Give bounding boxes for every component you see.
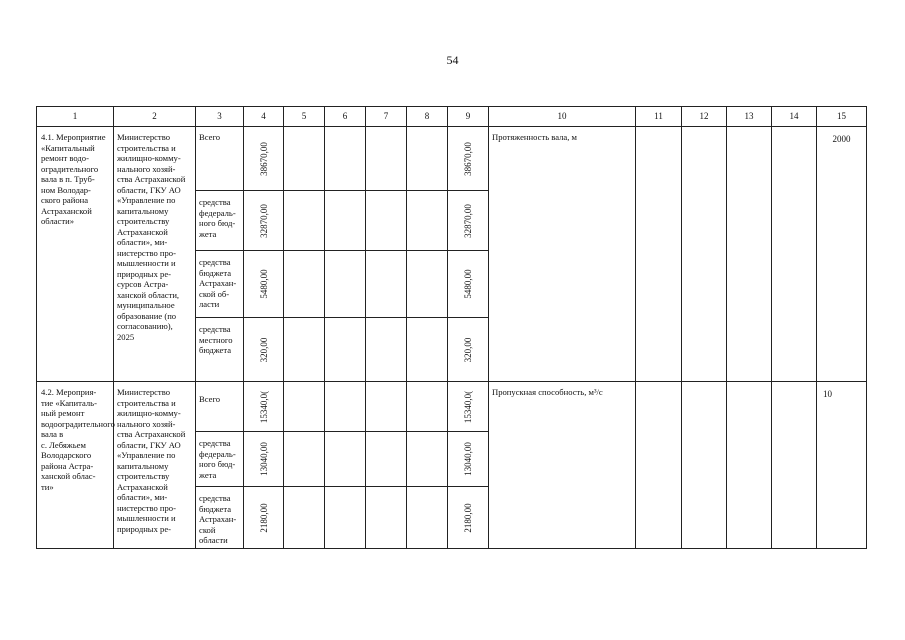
amount-cell: 13040,00 <box>448 432 489 487</box>
col-header: 11 <box>636 107 682 127</box>
executor-cell <box>114 127 196 382</box>
indicator-text: Протяженность вала, м <box>492 132 577 142</box>
indicator-text: Пропускная способность, м³/с <box>492 387 603 397</box>
source-cell: Всего <box>196 127 244 191</box>
col-header: 12 <box>682 107 727 127</box>
measure-text: 4.1. Мероприятие «Капитальный ремонт водо- оградительного вала в п. Труб- ном Володар- ского района Астраханской области» <box>41 132 106 226</box>
amount-cell: 32870,00 <box>244 191 284 251</box>
col-header: 7 <box>366 107 407 127</box>
col-header: 1 <box>37 107 114 127</box>
header-row <box>37 107 867 127</box>
col-header: 5 <box>284 107 325 127</box>
col-header: 3 <box>196 107 244 127</box>
table-row <box>37 382 867 432</box>
amount-cell: 5480,00 <box>244 251 284 318</box>
measure-text: 4.2. Мероприя- тие «Капиталь- ный ремонт водооградительного вала в с. Лебяжьем Володарского района Астра- ханской облас- ти» <box>41 387 115 492</box>
source-cell: средства бюджета Астрахан- ской области <box>196 487 244 549</box>
measure-cell <box>37 127 114 382</box>
target-value: 2000 <box>832 134 851 144</box>
table-row <box>37 127 867 191</box>
executor-text: Министерство строительства и жилищно-комму- нального хозяй- ства Астраханской области, ГКУ АО «Управление по капитальному строительству Астраханской области», ми- нистерство про- мышленности и природных ре- <box>117 387 186 534</box>
amount-cell: 38670,00 <box>448 127 489 191</box>
executor-text: Министерство строительства и жилищно-комму- нального хозяй- ства Астраханской области, ГКУ АО «Управление по капитальному строительству Астраханской области», ми- нистерство про- мышленности и природных ре- сурсов Астра- ханской области, муниципальное образование (по согласованию), 2025 <box>117 132 186 342</box>
indicator-cell <box>489 127 636 382</box>
amount-cell: 15340,0( <box>448 382 489 432</box>
indicator-cell <box>489 382 636 549</box>
program-table <box>36 106 867 549</box>
col-header: 13 <box>727 107 772 127</box>
col-header: 6 <box>325 107 366 127</box>
source-cell: средства федераль- ного бюд- жета <box>196 432 244 487</box>
source-cell: Всего <box>196 382 244 432</box>
amount-cell: 15340,0( <box>244 382 284 432</box>
amount-cell: 32870,00 <box>448 191 489 251</box>
amount-cell: 2180,00 <box>448 487 489 549</box>
col-header: 8 <box>407 107 448 127</box>
col-header: 15 <box>817 107 867 127</box>
source-cell: средства местного бюджета <box>196 318 244 382</box>
col-header: 14 <box>772 107 817 127</box>
amount-cell: 320,00 <box>244 318 284 382</box>
col-header: 10 <box>489 107 636 127</box>
col-header: 9 <box>448 107 489 127</box>
page-number: 54 <box>446 53 459 67</box>
amount-cell: 13040,00 <box>244 432 284 487</box>
target-cell <box>817 382 867 549</box>
col-header: 2 <box>114 107 196 127</box>
col-header: 4 <box>244 107 284 127</box>
source-cell: средства федераль- ного бюд- жета <box>196 191 244 251</box>
amount-cell: 38670,00 <box>244 127 284 191</box>
amount-cell: 5480,00 <box>448 251 489 318</box>
amount-cell: 320,00 <box>448 318 489 382</box>
target-value: 10 <box>823 389 832 399</box>
target-cell <box>817 127 867 382</box>
source-cell: средства бюджета Астрахан- ской об- ласти <box>196 251 244 318</box>
measure-cell <box>37 382 114 549</box>
executor-cell <box>114 382 196 549</box>
amount-cell: 2180,00 <box>244 487 284 549</box>
